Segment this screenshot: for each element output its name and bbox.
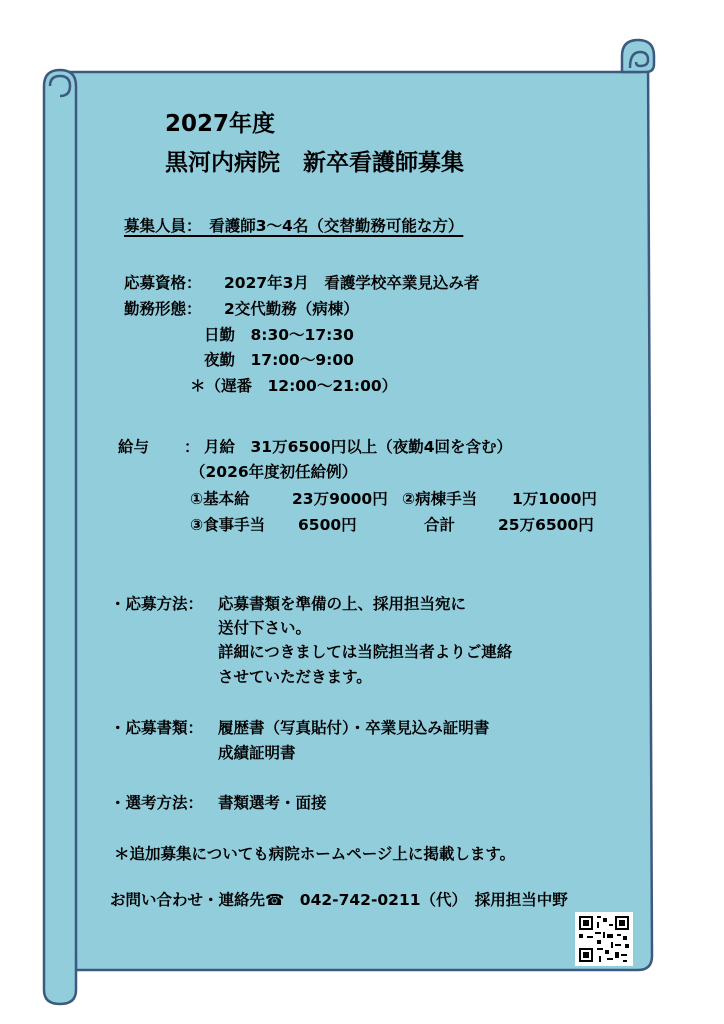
application-method-line: 応募書類を準備の上、採用担当宛に: [218, 595, 467, 613]
salary-item-amount: 6500円: [298, 516, 357, 534]
recruit-headline: 募集人員： 看護師3～4名（交替勤務可能な方）: [124, 217, 464, 235]
salary-colon: ：: [184, 438, 200, 456]
salary-example-note: （2026年度初任給例）: [190, 463, 358, 481]
salary-total-label: 合計: [424, 516, 456, 534]
salary-monthly: 月給 31万6500円以上（夜勤4回を含む）: [204, 438, 512, 456]
qualification-value: 2027年3月 看護学校卒業見込み者: [224, 274, 480, 292]
qr-code-graphic: [575, 912, 633, 966]
salary-item-name: ①基本給: [190, 490, 250, 508]
documents-line: 履歴書（写真貼付）・卒業見込み証明書: [218, 719, 490, 737]
qualification-label: 応募資格：: [124, 274, 202, 292]
application-method-line: させていただきます。: [218, 668, 372, 686]
salary-item-name: ③食事手当: [190, 516, 266, 534]
salary-label: 給与: [118, 438, 150, 456]
shift-day: 日勤 8:30～17:30: [204, 326, 354, 344]
application-method-line: 詳細につきましては当院担当者よりご連絡: [218, 643, 513, 661]
selection-label: ・選考方法：: [110, 794, 204, 812]
application-method-line: 送付下さい。: [218, 619, 312, 637]
contact-info: お問い合わせ・連絡先☎ 042-742-0211（代） 採用担当中野: [110, 891, 568, 909]
application-method-label: ・応募方法：: [110, 595, 204, 613]
qr-code-icon[interactable]: [575, 912, 633, 966]
documents-line: 成績証明書: [218, 744, 296, 762]
salary-item-amount: 23万9000円: [292, 490, 388, 508]
work-form-label: 勤務形態：: [124, 300, 202, 318]
title-year: 2027年度: [165, 111, 276, 137]
shift-late: ＊（遅番 12:00～21:00）: [190, 377, 398, 395]
work-form-value: 2交代勤務（病棟）: [224, 300, 359, 318]
salary-item-name: ②病棟手当: [402, 490, 478, 508]
selection-value: 書類選考・面接: [218, 794, 327, 812]
additional-note: ＊追加募集についても病院ホームページ上に掲載します。: [114, 845, 516, 863]
salary-total-amount: 25万6500円: [498, 516, 594, 534]
salary-item-amount: 1万1000円: [512, 490, 597, 508]
page-title: 黒河内病院 新卒看護師募集: [165, 150, 464, 176]
shift-night: 夜勤 17:00～9:00: [204, 351, 354, 369]
documents-label: ・応募書類：: [110, 719, 204, 737]
